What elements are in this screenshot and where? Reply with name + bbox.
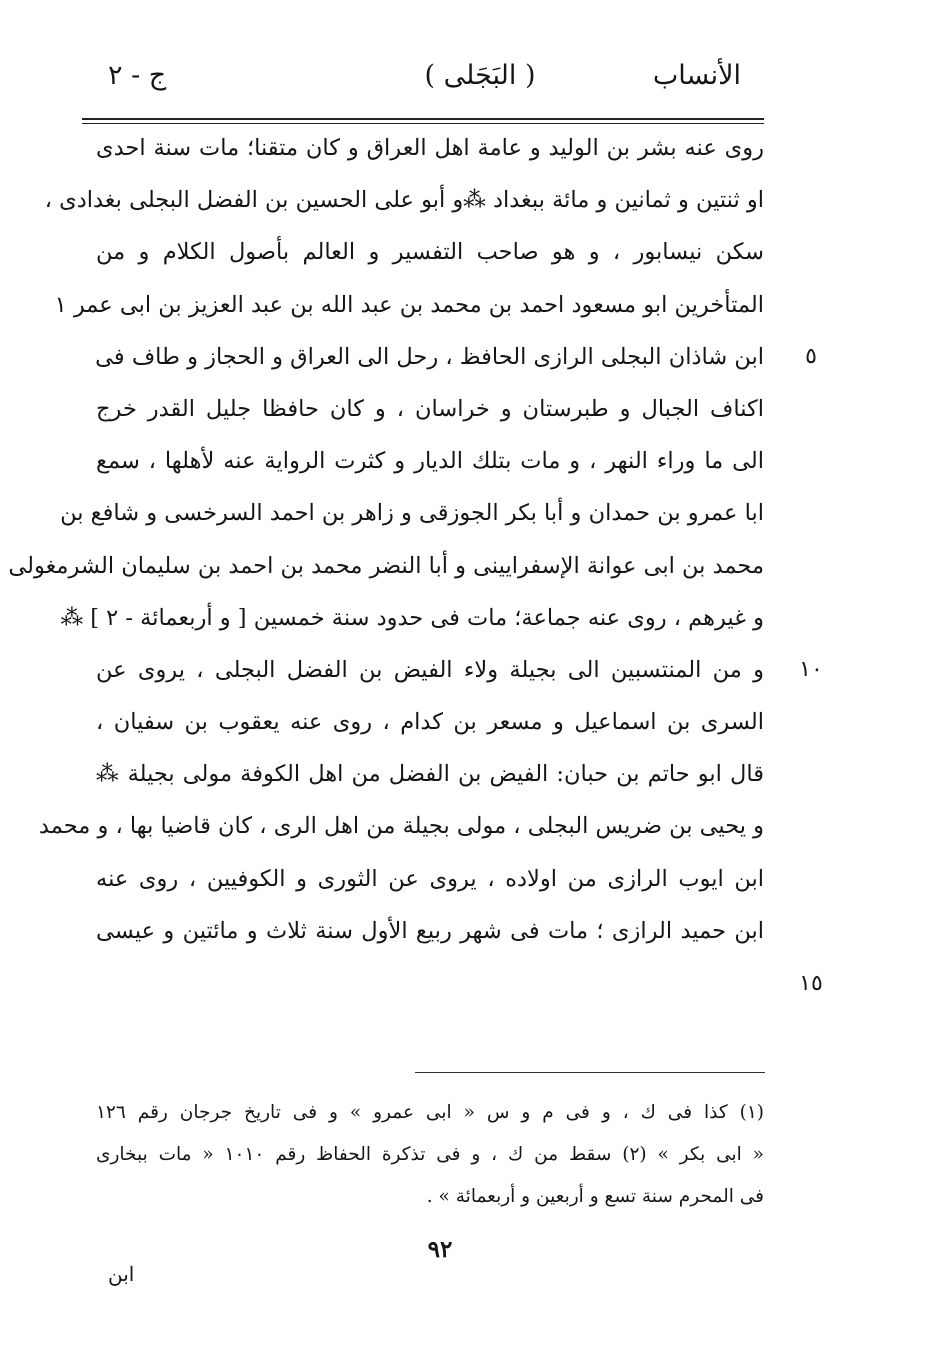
running-header-volume: ج - ٢ — [108, 60, 167, 91]
margin-line-number: ١٠ — [799, 657, 823, 682]
running-header-book-title: الأنساب — [652, 60, 741, 91]
body-line: و غيرهم ، روى عنه جماعة؛ مات فى حدود سنة خمسين [ و أربعمائة - ٢ ] ⁂ — [60, 604, 764, 631]
body-line: او ثنتين و ثمانين و مائة ببغداد ⁂و أبو على الحسين بن الفضل البجلى بغدادى ، — [44, 187, 764, 214]
body-line: ابا عمرو بن حمدان و أبا بكر الجوزقى و زاهر بن احمد السرخسى و شافع بن — [60, 500, 764, 527]
footnotes — [96, 1092, 764, 1218]
body-line: و من المنتسبين الى بجيلة ولاء الفيض بن الفضل البجلى ، يروى عن — [96, 656, 764, 683]
footnote-line: فى المحرم سنة تسع و أربعين و أربعمائة » . — [426, 1186, 764, 1207]
footnote-line: « ابى بكر » (٢) سقط من ك ، و فى تذكرة الحفاظ رقم ١٠١٠ « مات ببخارى — [96, 1144, 764, 1165]
margin-line-number: ٥ — [805, 344, 817, 369]
body-line: قال ابو حاتم بن حبان: الفيض بن الفضل من اهل الكوفة مولى بجيلة ⁂ — [96, 761, 764, 788]
body-line: ابن ايوب الرازى من اولاده ، يروى عن الثورى و الكوفيين ، روى عنه — [96, 865, 764, 892]
margin-line-number: ١٥ — [799, 971, 823, 996]
header-rule-thick — [82, 118, 764, 120]
body-line: روى عنه بشر بن الوليد و عامة اهل العراق و كان متقنا؛ مات سنة احدى — [96, 135, 764, 161]
body-line: ابن شاذان البجلى الرازى الحافظ ، رحل الى العراق و الحجاز و طاف فى — [95, 343, 764, 370]
running-header-entry-title: ( البَجَلی ) — [424, 60, 536, 91]
page-number: ٩٢ — [427, 1236, 453, 1263]
body-line: سكن نيسابور ، و هو صاحب التفسير و العالم بأصول الكلام و من — [96, 239, 764, 266]
body-line: المتأخرين ابو مسعود احمد بن محمد بن عبد الله بن عبد العزيز بن ابى عمر ١ — [54, 291, 764, 318]
footnote-rule — [415, 1072, 765, 1073]
body-line: ابن حميد الرازى ؛ مات فى شهر ربيع الأول سنة ثلاث و مائتين و عيسى — [96, 917, 764, 944]
body-line: السرى بن اسماعيل و مسعر بن كدام ، روى عنه يعقوب بن سفيان ، — [96, 709, 764, 736]
body-line: و يحيى بن ضريس البجلى ، مولى بجيلة من اهل الرى ، كان قاضيا بها ، و محمد — [38, 813, 764, 840]
footnote-line: (١) كذا فى ك ، و فى م و س « ابى عمرو » و فى تاريخ جرجان رقم ١٢٦ — [96, 1102, 764, 1123]
body-line: محمد بن ابى عوانة الإسفرايينى و أبا النضر محمد بن احمد بن سليمان الشرمغولى — [8, 552, 764, 579]
body-line: الى ما وراء النهر ، و مات بتلك الديار و كثرت الرواية عنه لأهلها ، سمع — [96, 448, 764, 475]
body-text — [8, 122, 764, 957]
body-line: اكناف الجبال و طبرستان و خراسان ، و كان حافظا جليل القدر خرج — [96, 395, 764, 422]
catchword: ابن — [108, 1262, 135, 1286]
